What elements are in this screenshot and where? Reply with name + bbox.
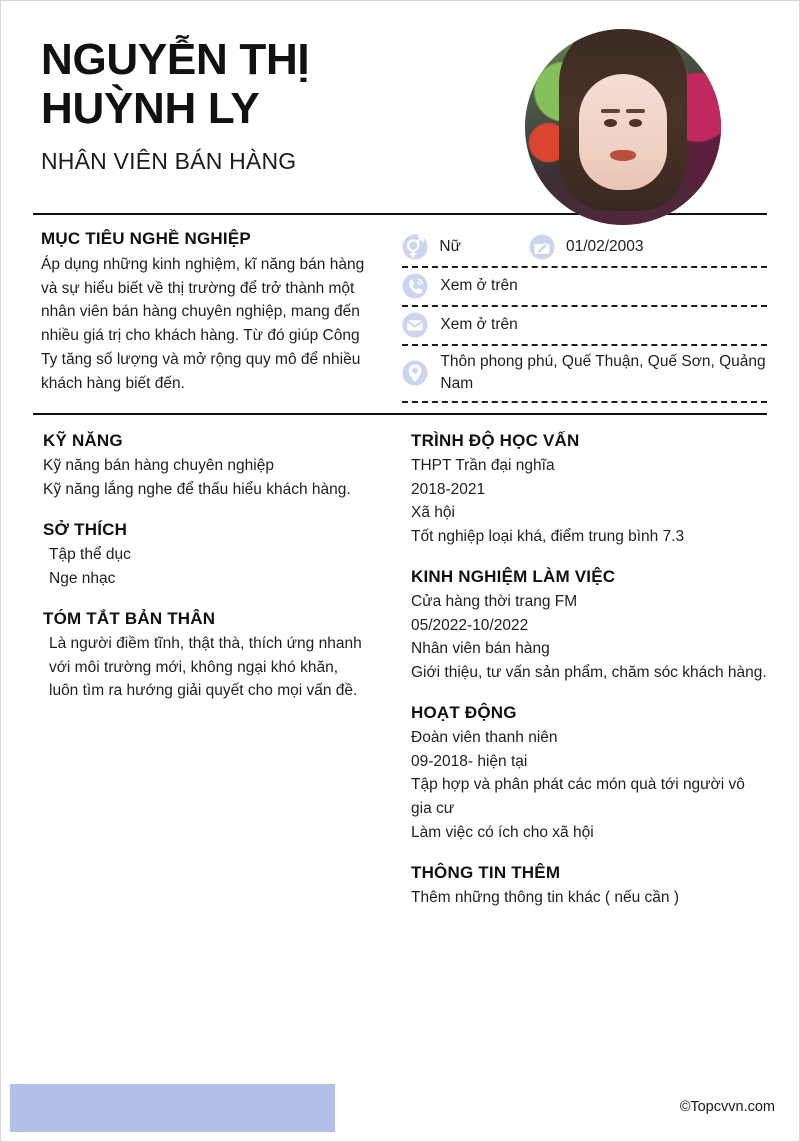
interests-line: Nge nhạc	[49, 569, 116, 587]
summary-line: luôn tìm ra hướng giải quyết cho mọi vấn đề.	[49, 682, 358, 700]
left-column	[33, 431, 401, 929]
additional-info-line: Thêm những thông tin khác ( nếu cần )	[411, 889, 680, 907]
objective-text: Áp dụng những kinh nghiệm, kĩ năng bán hàng và sự hiểu biết về thị trường để trở thành một nhân viên bán hàng chuyên nghiệp, mang đến nhiều giá trị cho khách hàng. Từ đó giúp Công Ty tăng số lượng và mở rộng quy mô để nhiều khách hàng biết đến.	[41, 256, 365, 392]
watermark: ©Topcvvn.com	[679, 1099, 775, 1115]
contact-phone-value: Xem ở trên	[440, 277, 518, 294]
activities-line: Đoàn viên thanh niên	[411, 729, 558, 747]
objective-title: MỤC TIÊU NGHỀ NGHIỆP	[41, 229, 251, 248]
location-pin-icon	[402, 360, 428, 386]
activities-title: HOẠT ĐỘNG	[411, 703, 517, 723]
interests-title: SỞ THÍCH	[43, 520, 128, 540]
contact-email-value: Xem ở trên	[440, 316, 518, 333]
skills-line: Kỹ năng bán hàng chuyên nghiệp	[43, 457, 274, 474]
avatar-eye-right	[629, 119, 642, 127]
avatar-brow-right	[626, 109, 645, 113]
contact-row	[402, 229, 767, 268]
objective-contact-band	[1, 215, 799, 413]
activities-line: Tập hợp và phân phát các món quà tới người vô gia cư	[411, 776, 745, 818]
contact-row	[402, 346, 767, 403]
page-title: NGUYỄN THỊ HUỲNH LY	[41, 35, 310, 134]
interests-section	[43, 520, 381, 590]
experience-title: KINH NGHIỆM LÀM VIỆC	[411, 567, 616, 587]
summary-title: TÓM TẮT BẢN THÂN	[43, 609, 216, 629]
contact-gender	[402, 234, 461, 260]
experience-line: 05/2022-10/2022	[411, 616, 529, 634]
contact-gender-value: Nữ	[439, 238, 461, 255]
avatar-brow-left	[601, 109, 620, 113]
phone-icon	[402, 273, 428, 299]
job-title: NHÂN VIÊN BÁN HÀNG	[41, 147, 297, 174]
contact-address-value: Thôn phong phú, Quế Thuận, Quế Sơn, Quảng Nam	[440, 353, 766, 392]
header-text	[41, 29, 525, 175]
contact-row	[402, 307, 767, 346]
education-line: Xã hội	[411, 504, 455, 522]
activities-section	[411, 703, 767, 844]
education-line: THPT Trần đại nghĩa	[411, 457, 555, 474]
experience-line: Cửa hàng thời trang FM	[411, 593, 578, 611]
experience-line: Nhân viên bán hàng	[411, 640, 550, 658]
skills-line: Kỹ năng lắng nghe để thấu hiểu khách hàng.	[43, 480, 351, 498]
objective-section	[33, 229, 392, 395]
contact-row	[402, 268, 767, 307]
summary-line: Là người điềm tĩnh, thật thà, thích ứng nhanh	[49, 635, 362, 653]
avatar	[525, 29, 721, 225]
education-line: Tốt nghiệp loại khá, điểm trung bình 7.3	[411, 527, 685, 545]
contact-birthday-value: 01/02/2003	[565, 238, 644, 255]
education-line: 2018-2021	[411, 480, 486, 498]
summary-line: với môi trường mới, không ngại khó khăn,	[49, 658, 338, 676]
footer	[1, 1081, 799, 1141]
calendar-icon	[529, 234, 555, 260]
activities-line: Làm việc có ích cho xã hội	[411, 823, 594, 841]
experience-section	[411, 567, 767, 684]
footer-accent-block	[10, 1084, 335, 1132]
contact-section	[392, 229, 767, 403]
content-columns	[1, 415, 799, 929]
header	[1, 1, 799, 213]
interests-line: Tập thể dục	[49, 546, 131, 564]
envelope-icon	[402, 312, 428, 338]
skills-section	[43, 431, 381, 501]
avatar-face	[579, 74, 667, 190]
additional-info-section	[411, 863, 767, 910]
experience-line: Giới thiệu, tư vấn sản phẩm, chăm sóc khách hàng.	[411, 663, 767, 681]
education-section	[411, 431, 767, 548]
education-title: TRÌNH ĐỘ HỌC VẤN	[411, 431, 580, 450]
right-column	[401, 431, 767, 929]
contact-list	[402, 229, 767, 403]
activities-line: 09-2018- hiện tại	[411, 752, 528, 770]
contact-birthday	[529, 234, 644, 260]
avatar-lips	[610, 150, 636, 161]
additional-info-title: THÔNG TIN THÊM	[411, 863, 561, 883]
gender-icon	[402, 234, 428, 260]
skills-title: KỸ NĂNG	[43, 431, 123, 450]
summary-section	[43, 609, 381, 703]
